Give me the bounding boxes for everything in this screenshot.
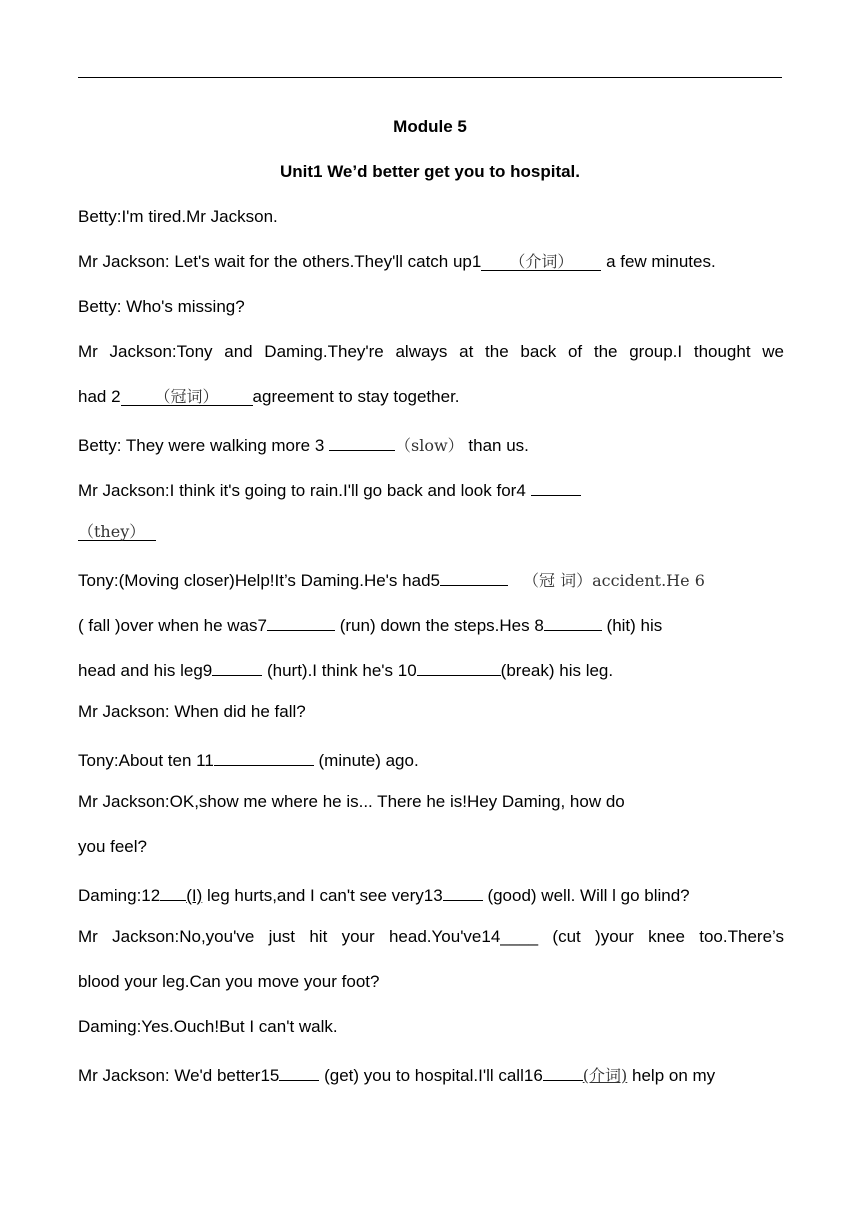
line-text: Daming:12: [78, 886, 161, 905]
module-title: Module 5: [393, 117, 467, 136]
dialogue-line-19: Daming:Yes.Ouch!But I can't walk.: [78, 1017, 338, 1036]
line-text: (run) down the steps.Hes 8: [334, 616, 544, 635]
unit-title: Unit1 We’d better get you to hospital.: [279, 162, 581, 181]
blank-13[interactable]: [443, 880, 483, 901]
dialogue-line-11: [78, 655, 784, 683]
blank-5[interactable]: [440, 565, 508, 586]
dialogue-line-7: [78, 475, 784, 503]
blank-1[interactable]: （介词）: [481, 250, 601, 271]
dialogue-line-1: Betty:I'm tired.Mr Jackson.: [78, 207, 278, 226]
dialogue-line-16: [78, 880, 784, 908]
line-text: agreement to stay together.: [252, 387, 460, 406]
line-text: head and his leg9: [78, 661, 213, 680]
line-text: (hurt).I think he's 10: [262, 661, 417, 680]
dialogue-line-8: [78, 520, 784, 544]
dialogue-line-12: Mr Jackson: When did he fall?: [78, 702, 306, 721]
blank-11[interactable]: [214, 745, 314, 766]
dialogue-line-14: Mr Jackson:OK,show me where he is... There he is!Hey Daming, how do: [78, 792, 625, 811]
blank-9[interactable]: [212, 655, 262, 676]
dialogue-line-17: Mr Jackson:No,you've just hit your head.You've14____ (cut )your knee too.There’s: [78, 927, 784, 946]
header-rule: [78, 77, 782, 78]
dialogue-line-15: you feel?: [78, 837, 147, 856]
hint-text: （冠 词）accident.He 6: [522, 571, 705, 590]
line-text: had 2: [78, 387, 121, 406]
dialogue-line-3: Betty: Who's missing?: [78, 297, 245, 316]
line-text: Tony:(Moving closer)Help!It’s Daming.He's had5: [78, 571, 440, 590]
line-text: Mr Jackson:I think it's going to rain.I'll go back and look for4: [78, 481, 531, 500]
blank-16[interactable]: [543, 1060, 583, 1081]
hint-text: (介词): [582, 1066, 628, 1085]
line-text: than us.: [463, 436, 529, 455]
dialogue-line-20: [78, 1060, 784, 1088]
line-text: (minute) ago.: [313, 751, 419, 770]
line-text: Mr Jackson: Let's wait for the others.They'll catch up1: [78, 252, 482, 271]
line-text: ( fall )over when he was7: [78, 616, 267, 635]
line-text: (get) you to hospital.I'll call16: [319, 1066, 543, 1085]
dialogue-line-2: [78, 250, 784, 274]
blank-4[interactable]: [531, 475, 581, 496]
line-text: Mr Jackson: We'd better15: [78, 1066, 280, 1085]
blank-4-hint[interactable]: （they）: [78, 520, 156, 541]
blank-12a[interactable]: [160, 880, 186, 901]
dialogue-line-13: [78, 745, 784, 773]
blank-15[interactable]: [279, 1060, 319, 1081]
dialogue-line-10: [78, 610, 784, 638]
dialogue-line-9: [78, 565, 784, 593]
line-text: help on my: [627, 1066, 716, 1085]
blank-3[interactable]: [329, 430, 395, 451]
line-text: a few minutes.: [601, 252, 716, 271]
dialogue-line-6: [78, 430, 784, 458]
dialogue-line-5: [78, 385, 784, 409]
line-text: (good) well. Will l go blind?: [482, 886, 690, 905]
hint-text: (I): [186, 886, 203, 905]
blank-7[interactable]: [267, 610, 335, 631]
blank-8[interactable]: [544, 610, 602, 631]
dialogue-line-18: blood your leg.Can you move your foot?: [78, 972, 380, 991]
line-text: leg hurts,and I can't see very13: [202, 886, 443, 905]
line-text: (hit) his: [601, 616, 663, 635]
line-text: (break) his leg.: [500, 661, 614, 680]
blank-10[interactable]: [417, 655, 501, 676]
line-text: Betty: They were walking more 3: [78, 436, 330, 455]
line-text: Tony:About ten 11: [78, 751, 214, 770]
blank-2[interactable]: （冠词）: [121, 385, 253, 406]
hint-text: （slow）: [395, 436, 464, 455]
dialogue-line-4: Mr Jackson:Tony and Daming.They're always at the back of the group.I thought we: [78, 342, 784, 361]
